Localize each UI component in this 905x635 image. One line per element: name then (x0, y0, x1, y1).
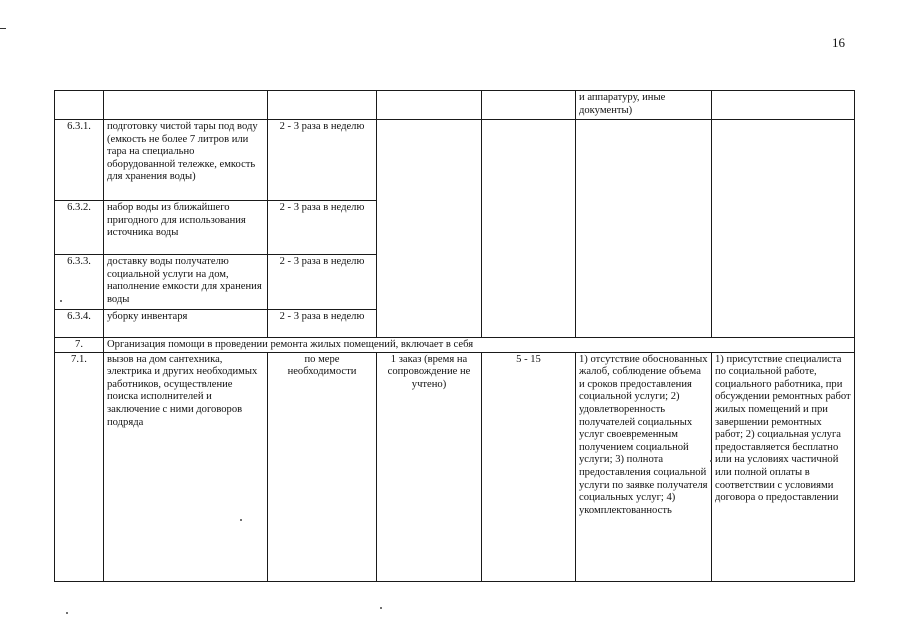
service-conditions: 1) присутствие специалиста по социальной работе, социального работника, при обсуждении ремонтных работ жилых помещений и при завершении ремонтных работ; 2) социальная услуга предоставляется бесплатно или на условиях частичной или полной оплаты в соответствии с условиями договора о предоставлении (712, 352, 855, 581)
section-title: Организация помощи в проведении ремонта жилых помещений, включает в себя (104, 338, 855, 353)
scan-speck (240, 519, 242, 521)
table-cell (377, 91, 482, 120)
quality-indicators: 1) отсутствие обоснованных жалоб, соблюдение объема и сроков предоставления социальной услуги; 2) удовлетворенность получателей социальных услуг своевременным получением социальной услуги; 3) полнота предоставления социальной услуги по заявке получателя социальных услуг; 4) укомплектованность (576, 352, 712, 581)
scan-speck (710, 460, 712, 462)
table-cell (482, 91, 576, 120)
scan-speck (380, 607, 382, 609)
table-row (55, 120, 855, 201)
service-name: подготовку чистой тары под воду (емкость не более 7 литров или тара на специально оборудованной тележке, емкость для хранения воды) (104, 120, 268, 201)
table-cell (55, 91, 104, 120)
row-number: 7.1. (55, 352, 104, 581)
table-cell (268, 91, 377, 120)
row-number: 6.3.1. (55, 120, 104, 201)
merged-cell (712, 120, 855, 338)
section-number: 7. (55, 338, 104, 353)
service-name: уборку инвентаря (104, 310, 268, 338)
table-cell (712, 91, 855, 120)
quality-cell: и аппаратуру, иные документы) (576, 91, 712, 120)
page-number: 16 (832, 35, 845, 50)
service-name: доставку воды получателю социальной услуги на дом, наполнение емкости для хранения воды (104, 255, 268, 310)
row-number: 6.3.2. (55, 201, 104, 255)
table-row (55, 352, 855, 581)
row-number: 6.3.3. (55, 255, 104, 310)
frequency: 2 - 3 раза в неделю (268, 310, 377, 338)
merged-cell (377, 120, 482, 338)
frequency: 2 - 3 раза в неделю (268, 120, 377, 201)
scan-edge-mark (0, 28, 6, 29)
scan-speck (60, 300, 62, 302)
service-name: набор воды из ближайшего пригодного для использования источника воды (104, 201, 268, 255)
merged-cell (576, 120, 712, 338)
row-number: 6.3.4. (55, 310, 104, 338)
section-row (55, 338, 855, 353)
services-table (54, 90, 855, 582)
scan-speck (66, 612, 68, 614)
continuation-row (55, 91, 855, 120)
unit-of-service: 1 заказ (время на сопровождение не учтено) (377, 352, 482, 581)
table-cell (104, 91, 268, 120)
frequency: по мере необходимости (268, 352, 377, 581)
merged-cell (482, 120, 576, 338)
frequency: 2 - 3 раза в неделю (268, 255, 377, 310)
frequency: 2 - 3 раза в неделю (268, 201, 377, 255)
time-norm: 5 - 15 (482, 352, 576, 581)
service-name: вызов на дом сантехника, электрика и других необходимых работников, осуществление поиска исполнителей и заключение с ними договоров подряда (104, 352, 268, 581)
